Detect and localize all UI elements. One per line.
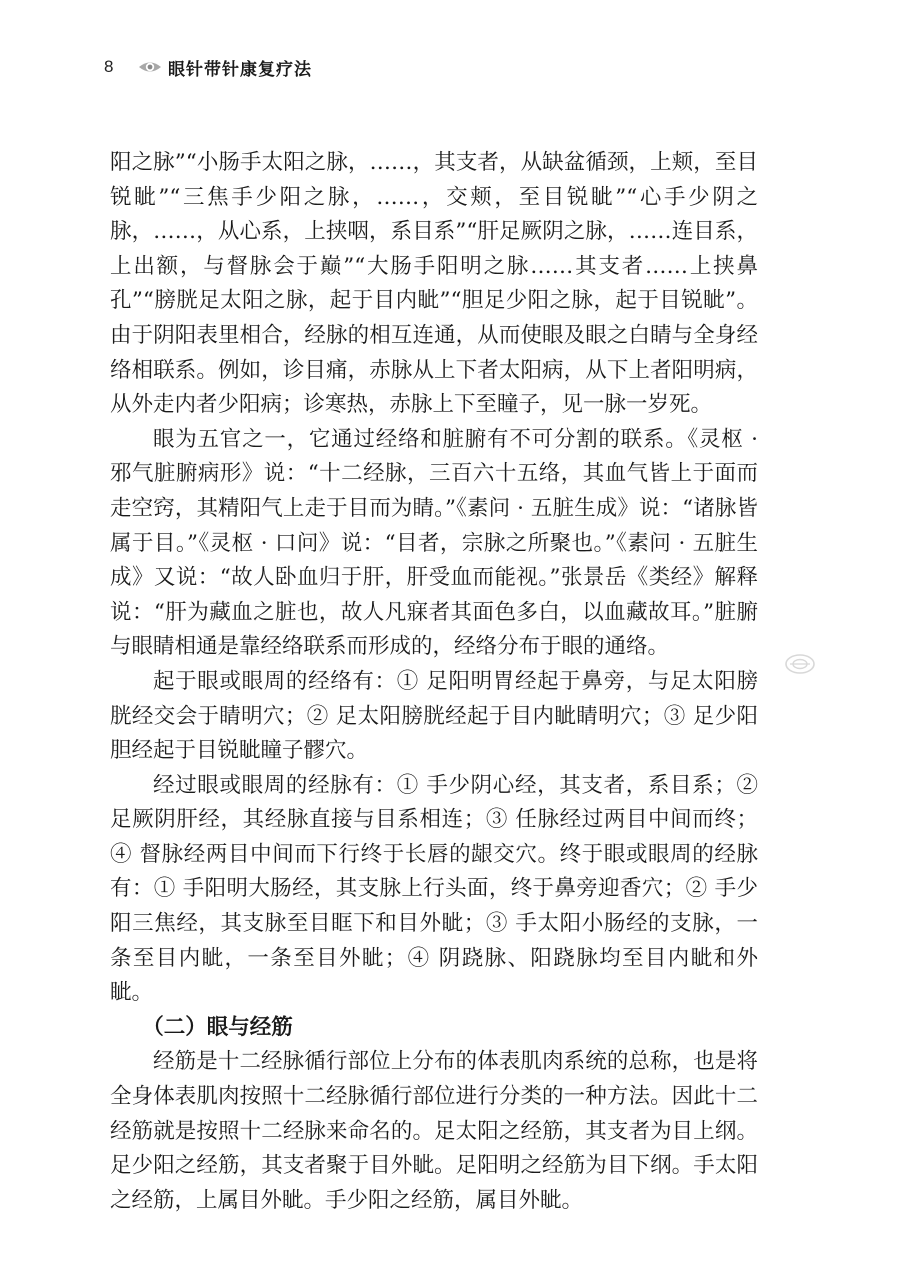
page-body	[110, 146, 758, 1218]
watermark-icon	[784, 652, 816, 676]
paragraph-originating-meridians: 起于眼或眼周的经络有：① 足阳明胃经起于鼻旁，与足太阳膀胱经交会于睛明穴；② 足太阳膀胱经起于目内眦睛明穴；③ 足少阳胆经起于目锐眦瞳子髎穴。	[110, 668, 758, 764]
section-heading: （二）眼与经筋	[142, 1014, 293, 1040]
eye-icon	[138, 59, 162, 75]
paragraph-meridian-continuation: 阳之脉”“小肠手太阳之脉，……，其支者，从缺盆循颈，上颊，至目锐眦”“三焦手少阳之脉，……，交颊，至目锐眦”“心手少阴之脉，……，从心系，上挟咽，系目系”“肝足厥阴之脉，……连目系，上出额，与督脉会于巅”“大肠手阳明之脉……其支者……上挟鼻孔”“膀胱足太阳之脉，起于目内眦”“胆足少阳之脉，起于目锐眦”。由于阴阳表里相合，经脉的相互连通，从而使眼及眼之白睛与全身经络相联系。例如，诊目痛，赤脉从上下者太阳病，从下上者阳明病，从外走内者少阳病；诊寒热，赤脉上下至瞳子，见一脉一岁死。	[110, 150, 758, 418]
page-header	[104, 52, 312, 82]
paragraph-passing-meridians: 经过眼或眼周的经脉有：① 手少阴心经，其支者，系目系；② 足厥阴肝经，其经脉直接与目系相连；③ 任脉经过两目中间而终；④ 督脉经两目中间而下行终于长唇的龈交穴。终于眼或眼周的经脉有：① 手阳明大肠经，其支脉上行头面，终于鼻旁迎香穴；② 手少阳三焦经，其支脉至目眶下和目外眦；③ 手太阳小肠经的支脉，一条至目内眦，一条至目外眦；④ 阴跷脉、阳跷脉均至目内眦和外眦。	[110, 772, 758, 1006]
book-title: 眼针带针康复疗法	[168, 59, 312, 80]
page-number: 8	[104, 57, 114, 76]
paragraph-sinew-channels: 经筋是十二经脉循行部位上分布的体表肌肉系统的总称，也是将全身体表肌肉按照十二经脉循行部位进行分类的一种方法。因此十二经筋就是按照十二经脉来命名的。足太阳之经筋，其支者为目上纲。足少阳之经筋，其支者聚于目外眦。足阳明之经筋为目下纲。手太阳之经筋，上属目外眦。手少阳之经筋，属目外眦。	[110, 1049, 758, 1213]
paragraph-eye-organs: 眼为五官之一，它通过经络和脏腑有不可分割的联系。《灵枢 · 邪气脏腑病形》说：“十二经脉，三百六十五络，其血气皆上于面而走空窍，其精阳气上走于目而为睛。”《素问 · 五脏生成》说：“诸脉皆属于目。”《灵枢 · 口问》说：“目者，宗脉之所聚也。”《素问 · 五脏生成》又说：“故人卧血归于肝，肝受血而能视。”张景岳《类经》解释说：“肝为藏血之脏也，故人凡寐者其面色多白，以血藏故耳。”脏腑与眼睛相通是靠经络联系而形成的，经络分布于眼的通络。	[110, 426, 758, 660]
